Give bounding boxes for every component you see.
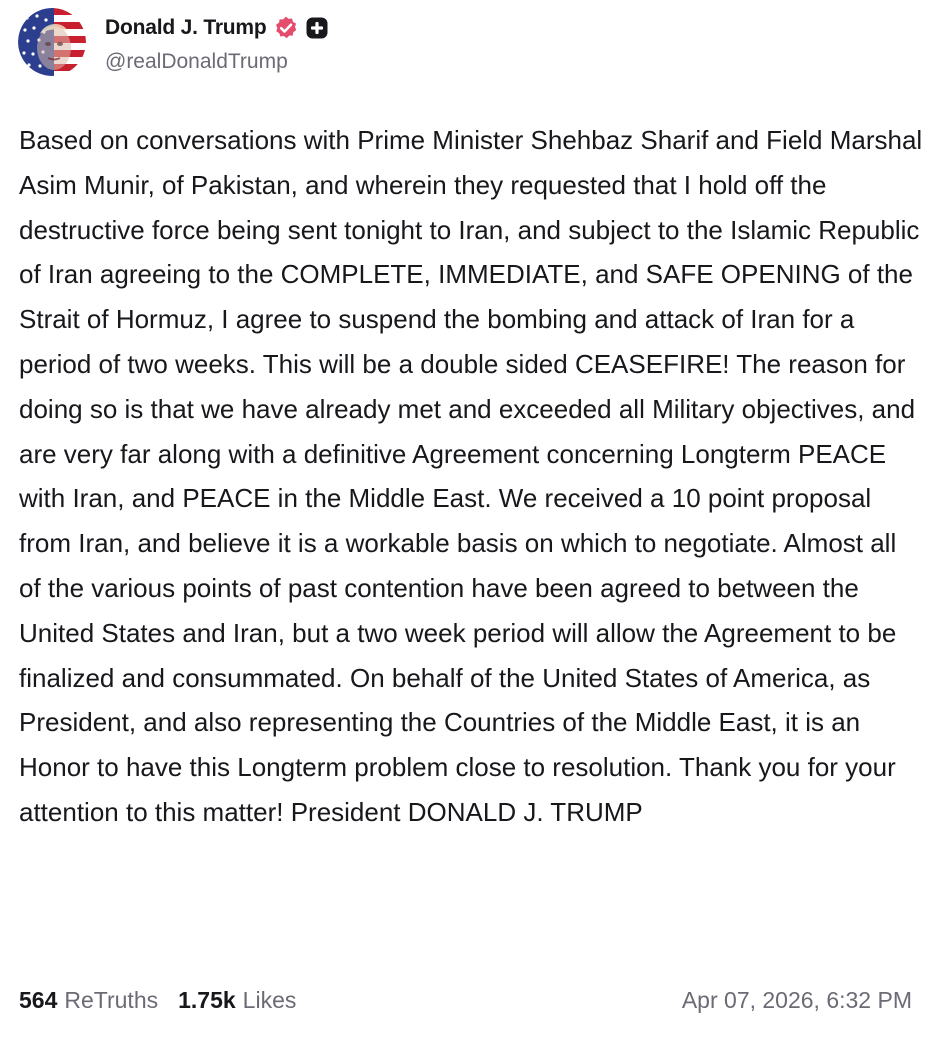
flag-portrait-avatar-icon: [18, 8, 86, 76]
likes-stat[interactable]: [178, 987, 296, 1014]
likes-count: 1.75k: [178, 986, 236, 1013]
post-footer: [19, 982, 912, 1018]
post-timestamp[interactable]: Apr 07, 2026, 6:32 PM: [681, 986, 912, 1013]
retruths-stat[interactable]: [19, 987, 158, 1014]
retruths-count: 564: [19, 986, 58, 1013]
retruths-label: ReTruths: [64, 986, 159, 1013]
author-display-name[interactable]: Donald J. Trump: [105, 16, 267, 39]
author-handle[interactable]: @realDonaldTrump: [105, 50, 288, 73]
plus-badge-icon: [305, 16, 329, 40]
author-name-row: [105, 14, 329, 42]
post-text: Based on conversations with Prime Minister Shehbaz Sharif and Field Marshal Asim Munir, of Pakistan, and wherein they requested that I hold off the destructive force being sent tonight to Iran, and subject to the Islamic Republic of Iran agreeing to the COMPLETE, IMMEDIATE, and SAFE OPENING of the Strait of Hormuz, I agree to suspend the bombing and attack of Iran for a period of two weeks. This will be a double sided CEASEFIRE! The reason for doing so is that we have already met and exceeded all Military objectives, and are very far along with a definitive Agreement concerning Longterm PEACE with Iran, and PEACE in the Middle East. We received a 10 point proposal from Iran, and believe it is a workable basis on which to negotiate. Almost all of the various points of past contention have been agreed to between the United States and Iran, but a two week period will allow the Agreement to be finalized and consummated. On behalf of the United States of America, as President, and also representing the Countries of the Middle East, it is an Honor to have this Longterm problem close to resolution. Thank you for your attention to this matter! President DONALD J. TRUMP: [19, 125, 923, 827]
likes-label: Likes: [242, 986, 297, 1013]
author-avatar[interactable]: [18, 8, 86, 76]
verified-badge-icon: [273, 15, 299, 41]
